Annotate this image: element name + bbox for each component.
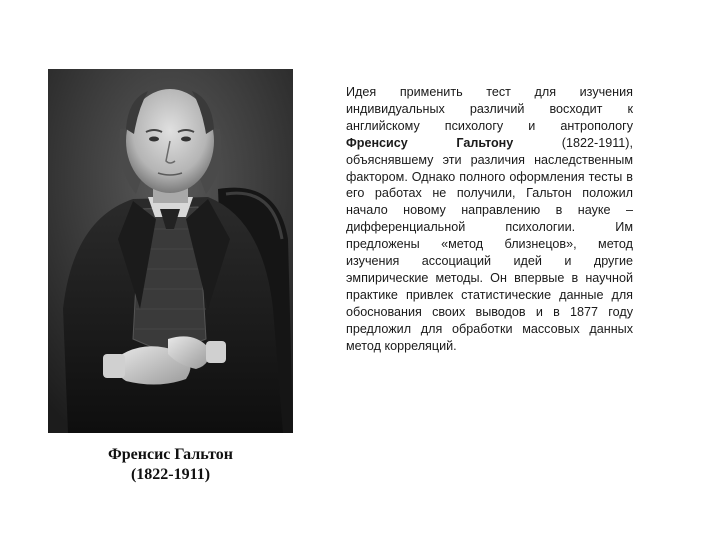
paragraph-part2: (1822-1911), объяснявшему эти различия наследственным фактором. Однако полного оформления тесты в его работах не получили, Гальтон положил начало новому направлению в науке – дифференциальной психологии. Им предложены «метод близнецов», метод изучения ассоциаций идей и другие эмпирические методы. Он впервые в научной практике привлек статистические данные для обоснования своих выводов и в 1877 году предложил для обработки массовых данных метод корреляций. <box>346 135 633 353</box>
caption-years: (1822-1911) <box>130 466 211 483</box>
portrait-illustration <box>48 69 293 433</box>
biography-paragraph <box>346 84 633 355</box>
paragraph-name-bold: Френсису Гальтону <box>346 135 514 150</box>
portrait-photo <box>48 69 293 433</box>
caption-name: Френсис Гальтон <box>108 446 233 463</box>
paragraph-part1: Идея применить тест для изучения индивидуальных различий восходит к английскому психологу и антропологу <box>346 85 633 133</box>
photo-caption <box>48 445 293 485</box>
